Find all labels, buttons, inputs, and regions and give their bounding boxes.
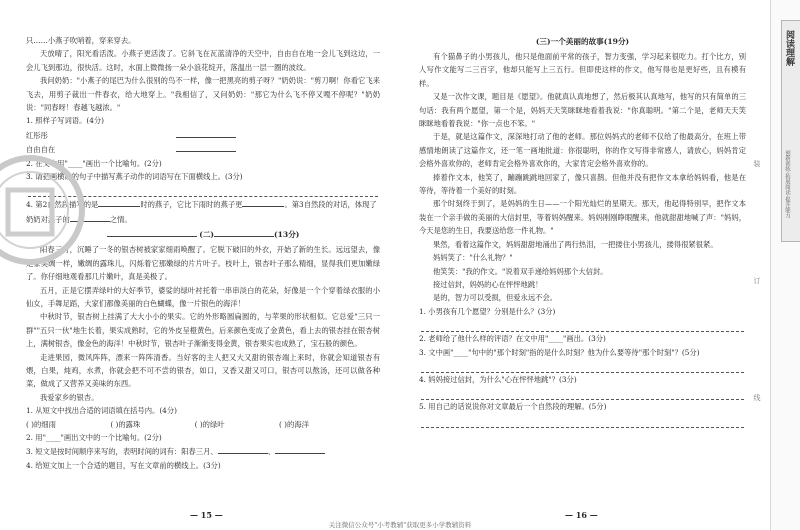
answer-blank[interactable]: [242, 197, 284, 207]
question-4-part-d: 之情。: [109, 214, 132, 224]
story-paragraph-7: 妈妈笑了："什么礼物？": [433, 253, 513, 263]
story-paragraph-9: 接过信封，妈妈的心在怦怦地跳！: [433, 279, 543, 289]
answer-blank[interactable]: [176, 142, 236, 152]
question-8: 4. 给短文加上一个合适的题目，写在文章前的横线上。(3分): [26, 460, 221, 470]
answer-line[interactable]: [421, 414, 744, 428]
story-paragraph-2: 又是一次作文课，题目是《愿望》。他就真认真地想了，然后极其认真地写，他写的只有简单的三句话：我有两个愿望，第一个是，妈妈天天笑眯眯地看着我说："你真聪明。"第二个是，老师天天笑眯眯地看着我说："你一点也不笨。": [419, 92, 746, 129]
story-question-5: 5. 用自己的话说说你对文章最后一个自然段的理解。(5分): [419, 402, 607, 412]
paragraph-3: 阳春三月，沉睡了一冬的银杏树被家家细雨唤醒了。它脱下破旧的外衣，开始了新的生长。远远望去，像是家美绸一样，嫩绸的露珠儿，闪烁着它那嫩绿的片片叶子。枝叶上，银杏叶子那么精细，显得我们更加嫩绿了。你仔细地观看那几片嫩叶，真是美极了。: [26, 245, 380, 282]
story-question-3: 3. 文中画"____"句中的"那个时刻"指的是什么时刻？他为什么要等待"那个时刻"？(5分): [419, 347, 700, 357]
bind-mark-2: 订: [753, 277, 761, 394]
bind-mark-1: 装: [753, 160, 761, 277]
story-question-4: 4. 妈妈接过信封，为什么"心在怦怦地跳"？(3分): [419, 374, 577, 384]
question-1-words: [26, 128, 380, 142]
paragraph-2: 我问奶奶："小燕子的尾巴为什么很别的鸟不一样，像一把黑亮的剪子呀？"奶奶说："剪刀啊！你看它飞来飞去，用剪子裁出一件春衣，给大地穿上。"我相信了，又问奶奶："那它为什么飞不停又嘎不停呢？"奶奶说："同春呀！春越飞越浓。": [26, 76, 380, 113]
bind-mark-3: 线: [753, 394, 761, 511]
sidebar-title: 阅读理解: [784, 30, 794, 66]
page-number-left: — 15 —: [190, 510, 223, 520]
fill-word-4: ( )的海洋: [278, 419, 309, 429]
answer-line[interactable]: [421, 359, 744, 373]
question-5-words: [26, 418, 380, 431]
story-paragraph-10: 是的，智力可以受损，但爱永远不会。: [433, 293, 558, 303]
question-2: 2. 在文中用"____"画出一个比喻句。(2分): [26, 158, 162, 168]
paragraph-5: 中秋时节，银杏树上挂满了大大小小的果实。它的外形略圆扁圆的，与苹果的形状相似。它总爱"三只一群""五只一伙"地生长着，果实成熟时，它的外皮呈橙黄色，后来颜色变成了金黄色，看上去的银杏挂在银杏树上，满树银杏，像金色的海洋！中秋时节，银杏叶子渐渐变得金黄，银杏果实也成熟了，宝石般的颜色。: [26, 312, 380, 349]
sidebar-subtitle: 创新训练·拓展阅读·提升能力: [784, 150, 790, 219]
answer-blank[interactable]: [176, 128, 236, 138]
paragraph-7: 我爱家乡的银杏。: [40, 392, 99, 402]
question-7: 3. 短文是按时间顺序来写的，表明时间的词有：阳春三月、 、: [26, 444, 380, 458]
word-2: 自由自在: [26, 145, 56, 155]
story-paragraph-8: 他笑笑："我的作文。"说着双手递给妈妈那个大信封。: [433, 266, 608, 276]
answer-blank[interactable]: [218, 444, 268, 454]
right-page: [405, 0, 750, 530]
page-number-right: — 16 —: [565, 510, 598, 520]
story-paragraph-1: 有个猫鼻子的小男孩儿，他只是他面前平常的孩子，智力变强，学习起来很吃力。打个比方，别人写作文能写二三百字，他却只能写上三五行。但即使这样的作文，他写得也是更好些，且有模有样。: [419, 52, 746, 88]
question-6: 2. 用"____"画出文中的一个比喻句。(2分): [26, 432, 162, 442]
question-3: 3. 请把画横线的句子中描写燕子动作的词语写在下面横线上。(3分): [26, 172, 243, 182]
story-question-1: 1. 小男孩有几个愿望？分别是什么？(3分): [419, 306, 556, 316]
story-paragraph-4: 捧着作文本，他笑了，蹦蹦跳跳地回家了，像只喜鹊。但他并没有把作文本拿给妈妈看，他是在等待，等待着一个美好的时刻。: [419, 172, 746, 196]
section-2-label: (二): [199, 230, 215, 240]
paragraph-1: 天放晴了，阳光看活泼。小燕子更活泼了。它斜飞在瓦蓝清净的天空中，自由自在地一会儿飞到这边，一会儿飞到那边，很快活。这时，水面上微微扬一朵小浪花绽开，落温出一层一圈的波纹。: [26, 49, 380, 72]
section-3-title: (三)一个美丽的故事(19分): [535, 37, 630, 46]
story-paragraph-3: 于是，就是这篇作文，深深地打动了他的老师。那位妈妈式的老师不仅给了他最高分，在班上带感情地朗读了这篇作文，还一笔一画地批道：你很聪明，你的作文写得非常感人，请放心，妈妈肯定会格外喜欢你的，老师肯定会格外喜欢你的，大家肯定会格外喜欢你的。: [419, 132, 746, 169]
story-question-2: 2. 老师给了他什么样的评语？在文中用"____"画出。(3分): [419, 334, 606, 344]
answer-blank[interactable]: [275, 444, 325, 454]
fill-word-3: ( )的绿叶: [194, 419, 225, 429]
story-paragraph-6: 果然，看着这篇作文，妈妈甜甜地涌出了两行热泪，一把搂住小男孩儿，搂得很紧很紧。: [433, 239, 718, 249]
fill-word-1: ( )的细雨: [26, 419, 56, 429]
seal-stamp-icon: [0, 150, 86, 270]
answer-blank[interactable]: [98, 197, 140, 207]
answer-line[interactable]: [421, 386, 744, 400]
story-paragraph-5: 那个时刻终于到了，是妈妈的生日——一个阳光灿烂的星期天。那天，他起得特别早，把作文本装在一个亲手做的美丽的大信封里，等着妈妈醒来。妈妈刚刚睁眼醒来，他就甜甜地喊了声："妈妈，今天是您的生日，我要送给您一件礼物。": [419, 199, 746, 236]
question-4-part-b: 时的燕子，它比下雨时的燕子更: [140, 200, 243, 210]
question-4-part-c: 。第3自然段的对话，体现了奶奶对燕子的: [26, 200, 377, 224]
question-7-text: 3. 短文是按时间顺序来写的，表明时间的词有：阳春三月、: [26, 447, 218, 457]
answer-line[interactable]: [421, 318, 744, 332]
section-2-points: (13分): [274, 230, 300, 240]
question-1: 1. 照样子写词语。(4分): [26, 116, 104, 126]
paragraph-6: 走进果园，微风阵阵，漂来一阵阵清香。当好客的主人把又大又甜的银杏端上来时，你就会知道银杏有煨，白果，炖鸡，水煮，你就会把不可不尝的银杏，如口，又香又甜又可口，银杏可以熬汤，还可以做各种菜，做成了又营养又美味的东西。: [26, 352, 380, 389]
question-4-part-a: 4. 第2自然段描写的是: [26, 200, 99, 210]
footer-note: 关注微信公众号"小考教辅"获取更多小学教辅资料: [328, 521, 472, 529]
binding-marks: [752, 160, 762, 511]
fill-word-2: ( )的露珠: [110, 419, 141, 429]
title-blank: [107, 227, 197, 237]
question-5: 1. 从短文中找出合适的词语填在括号内。(4分): [26, 406, 177, 416]
title-blank: [214, 227, 274, 237]
intro-text: 只……小燕子吹哨着，穿来穿去。: [26, 36, 136, 45]
paragraph-4: 五月，正是它摆弄绿叶的大好季节，婆娑的绿叶衬托着一串串淡白的花朵，好像是一个个穿着绿衣服的小仙女，手舞足蹈，大家们都像美丽的白色蝴蝶，像一片银色的海洋！: [26, 285, 380, 308]
word-1: 红彤彤: [26, 130, 48, 140]
